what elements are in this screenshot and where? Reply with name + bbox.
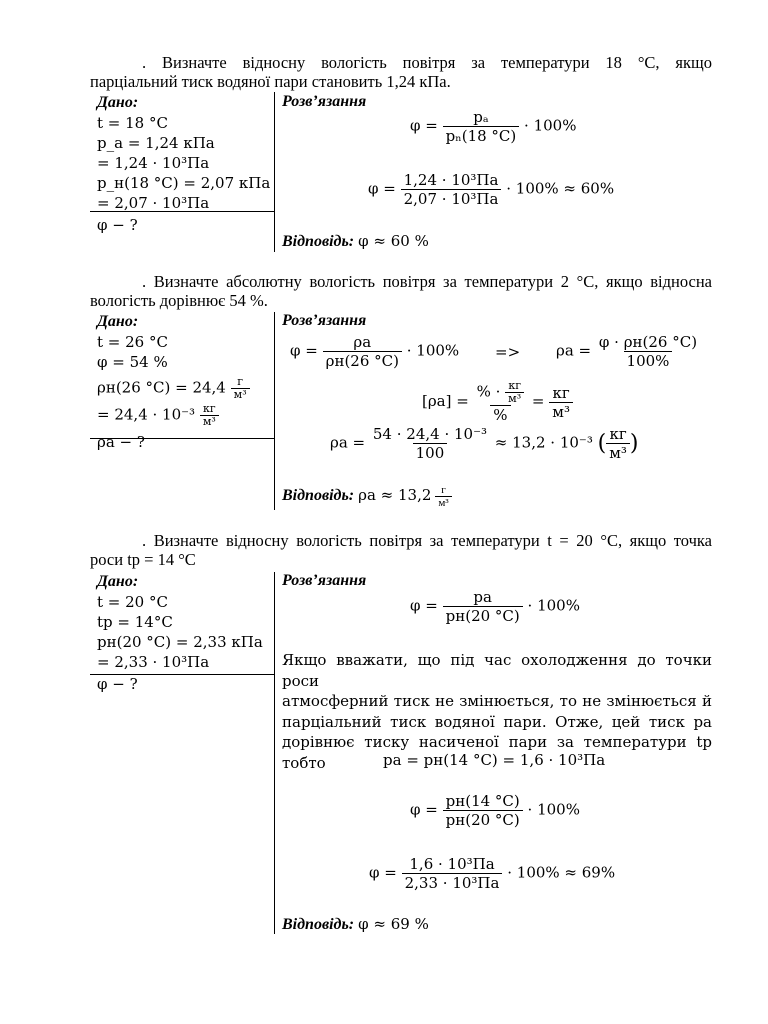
problem2-given-item bbox=[97, 403, 250, 428]
problem2-f2-num-unit-den: м³ bbox=[505, 392, 524, 405]
problem3-formula1 bbox=[410, 588, 580, 625]
problem1-f2-right: · 100% ≈ 60% bbox=[506, 179, 615, 198]
problem3-f1-left: φ = bbox=[410, 596, 438, 615]
problem3-formula4 bbox=[369, 855, 615, 892]
problem1-answer-value: φ ≈ 60 % bbox=[358, 232, 429, 250]
problem3-formula2: pа = pн(14 °C) = 1,6 · 10³Па bbox=[383, 751, 606, 769]
problem2-f2-left: [ρa] = bbox=[422, 392, 469, 410]
problem2-f1-num: ρa bbox=[353, 333, 372, 351]
problem1-f2-num: 1,24 · 10³Па bbox=[403, 171, 499, 189]
problem3-text-line: Якщо вважати, що під час охолодження до точки роси bbox=[282, 651, 712, 690]
problem3-f1-den: pн(20 °C) bbox=[443, 606, 523, 625]
problem2-f3-num: 54 · 24,4 · 10⁻³ bbox=[372, 425, 488, 443]
problem2-divider-vertical bbox=[274, 312, 275, 510]
problem3-f3-left: φ = bbox=[410, 800, 438, 819]
problem1-formula1 bbox=[410, 108, 576, 145]
problem1-given bbox=[97, 93, 270, 235]
problem3-text-line: атмосферний тиск не змінюється, то не змінюється й bbox=[282, 692, 712, 710]
problem3-f3-den: pн(20 °C) bbox=[443, 810, 523, 829]
problem3-given-item: t = 20 °C bbox=[97, 593, 168, 611]
problem1-given-item: = 2,07 · 10³Па bbox=[97, 194, 210, 212]
problem1-given-item: p_н(18 °C) = 2,07 кПа bbox=[97, 174, 271, 192]
problem1-given-item: = 1,24 · 10³Па bbox=[97, 154, 210, 172]
problem2-f2-eq: = bbox=[531, 392, 545, 410]
problem2-f1b-den: 100% bbox=[624, 351, 673, 370]
problem3-task-line2: роси tр = 14 °C bbox=[90, 550, 196, 569]
problem3-task bbox=[90, 531, 712, 569]
problem3-f1-num: pа bbox=[473, 588, 492, 606]
problem3-f4-left: φ = bbox=[369, 863, 397, 882]
problem1-f2-left: φ = bbox=[368, 179, 396, 198]
problem2-find: ρa − ? bbox=[97, 433, 145, 451]
problem3-f4-num: 1,6 · 10³Па bbox=[409, 855, 495, 873]
problem1-divider-vertical bbox=[274, 92, 275, 252]
problem3-text-line: парціальний тиск водяної пари. Отже, цей тиск pа bbox=[282, 712, 712, 731]
problem3-given-item: = 2,33 · 10³Па bbox=[97, 653, 210, 671]
problem2-f3-unit-den: м³ bbox=[606, 443, 630, 462]
problem2-arrow: => bbox=[495, 343, 521, 361]
problem2-answer-value: ρa ≈ 13,2 bbox=[358, 486, 432, 505]
problem1-formula2 bbox=[368, 171, 614, 208]
problem2-given-item bbox=[97, 376, 250, 401]
problem2-f3-unit-num: кг bbox=[609, 425, 627, 443]
problem3-find: φ − ? bbox=[97, 675, 138, 693]
problem3-given-item: pн(20 °C) = 2,33 кПа bbox=[97, 633, 263, 651]
problem3-divider-vertical bbox=[274, 572, 275, 934]
problem3-solution-header: Розв’язання bbox=[282, 572, 367, 589]
problem3-f4-right: · 100% ≈ 69% bbox=[507, 863, 616, 882]
problem3-f1-right: · 100% bbox=[527, 596, 580, 615]
problem2-task-line1: . Визначте абсолютну вологість повітря за температури 2 °C, якщо відносна bbox=[142, 272, 712, 291]
problem2-formula2 bbox=[422, 380, 573, 424]
problem1-task-line2: парціальний тиск водяної пари становить 1,24 кПа. bbox=[90, 72, 451, 91]
problem2-answer-label: Відповідь: bbox=[282, 487, 355, 505]
problem2-given-item: φ = 54 % bbox=[97, 353, 168, 371]
problem3-given-header: Дано: bbox=[97, 573, 139, 590]
problem3-f4-den: 2,33 · 10³Па bbox=[402, 873, 503, 892]
problem2-f2-num-pre: % · bbox=[476, 382, 501, 401]
problem1-f1-den: pₙ(18 °C) bbox=[443, 126, 520, 145]
problem2-given-item: t = 26 °C bbox=[97, 333, 168, 351]
problem3-given-item: tр = 14°C bbox=[97, 613, 173, 631]
problem1-task-line1: . Визначте відносну вологість повітря за температури 18 °C, якщо bbox=[142, 53, 712, 72]
problem3-f3-right: · 100% bbox=[527, 800, 580, 819]
problem2-f3-den: 100 bbox=[413, 443, 448, 462]
problem3-formula3 bbox=[410, 792, 580, 829]
problem2-g4-left: = 24,4 · 10⁻³ bbox=[97, 405, 196, 424]
problem1-find: φ − ? bbox=[97, 216, 138, 234]
problem2-formula3: ρa = $\frac{\text{54 · 24,4 · 10⁻³}}{100}$ ≈ 13,2 · 10⁻³ ( $\frac{кг}{\text{м³}}$ ) bbox=[330, 425, 639, 462]
problem2-f2-res-num: кг bbox=[552, 383, 570, 402]
problem3-given bbox=[97, 572, 263, 694]
problem3-answer-value: φ ≈ 69 % bbox=[358, 915, 429, 933]
problem2-task bbox=[90, 272, 712, 310]
problem1-given-item: t = 18 °C bbox=[97, 114, 168, 132]
problem2-f1b-left: ρa = bbox=[556, 341, 592, 360]
problem2-g3-unit-den: м³ bbox=[231, 388, 250, 401]
problem2-f3-left: ρa = bbox=[330, 433, 366, 452]
problem3-task-line1: . Визначте відносну вологість повітря за температури t = 20 °C, якщо точка bbox=[142, 531, 712, 550]
problem3-f3-num: pн(14 °C) bbox=[445, 792, 520, 810]
problem2-f1-left: φ = bbox=[290, 341, 318, 360]
problem2-f3-right: ≈ 13,2 · 10⁻³ bbox=[494, 433, 593, 452]
problem1-given-header: Дано: bbox=[97, 94, 139, 111]
problem2-solution-header: Розв’язання bbox=[282, 312, 367, 329]
problem2-g4-unit-den: м³ bbox=[200, 415, 219, 428]
problem2-f1b-num: φ · ρн(26 °C) bbox=[598, 333, 698, 351]
problem3-text-line: дорівнює тиску насиченої пари за температури tр bbox=[282, 733, 712, 751]
problem2-f1-den: ρн(26 °C) bbox=[323, 351, 402, 370]
problem2-given-header: Дано: bbox=[97, 313, 139, 330]
problem3-answer-label: Відповідь: bbox=[282, 916, 355, 933]
problem2-g3-left: ρн(26 °C) = 24,4 bbox=[97, 378, 226, 397]
problem2-f2-res-den: м³ bbox=[549, 402, 573, 421]
problem1-answer-label: Відповідь: bbox=[282, 233, 355, 250]
problem2-f2-den: % bbox=[490, 405, 510, 424]
problem2-g4-unit-num: кг bbox=[203, 402, 216, 415]
problem1-f1-num: pₐ bbox=[473, 108, 489, 126]
problem2-answer bbox=[282, 484, 452, 509]
problem2-answer-unit-den: м³ bbox=[435, 496, 451, 509]
problem1-f1-right: · 100% bbox=[524, 116, 577, 135]
problem2-task-line2: вологість дорівнює 54 %. bbox=[90, 291, 268, 310]
problem3-answer bbox=[282, 915, 429, 934]
problem2-g3-unit-num: г bbox=[237, 375, 243, 388]
problem2-formula1b bbox=[556, 333, 700, 370]
problem2-given bbox=[97, 312, 250, 452]
problem1-solution-header: Розв’язання bbox=[282, 93, 367, 110]
problem1-f1-left: φ = bbox=[410, 116, 438, 135]
problem2-answer-unit-num: г bbox=[441, 484, 446, 496]
problem1-answer bbox=[282, 232, 429, 251]
problem1-f2-den: 2,07 · 10³Па bbox=[401, 189, 502, 208]
problem1-given-item: p_a = 1,24 кПа bbox=[97, 134, 215, 152]
problem2-f2-num-unit-num: кг bbox=[508, 379, 521, 392]
problem1-task bbox=[90, 53, 712, 91]
problem2-f1-right: · 100% bbox=[406, 341, 460, 360]
problem2-formula1 bbox=[290, 333, 459, 370]
problem3-text-line: тобто bbox=[282, 753, 326, 772]
